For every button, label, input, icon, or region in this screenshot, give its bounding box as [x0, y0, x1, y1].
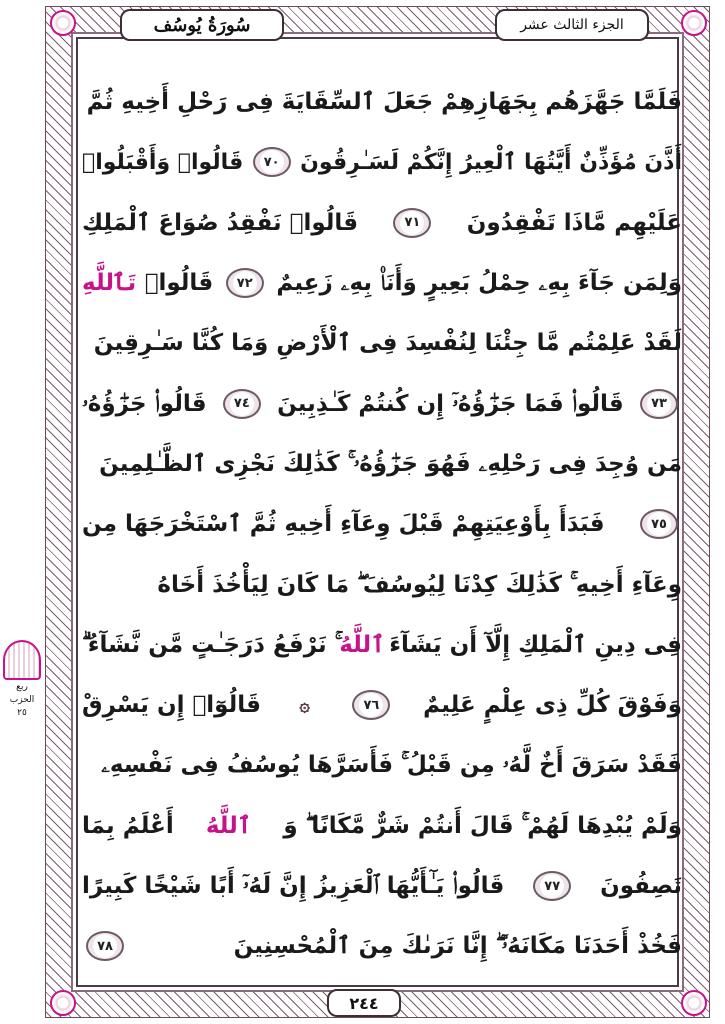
corner-ornament-top-left [50, 10, 76, 36]
hizb-label-quarter: ربع [16, 682, 28, 692]
ayah-number-marker: ٧٥ [640, 509, 678, 539]
verse-text: فَلَمَّا جَهَّزَهُم بِجَهَازِهِمْ جَعَلَ ٱلسِّقَايَةَ فِى رَحْلِ أَخِيهِ ثُمَّ [86, 89, 682, 116]
text-line [82, 554, 682, 614]
verse-text: فَبَدَأَ بِأَوْعِيَتِهِمْ قَبْلَ وِعَآءِ أَخِيهِ ثُمَّ ٱسْتَخْرَجَهَا مِن [82, 511, 605, 538]
hizb-marker [2, 640, 42, 736]
corner-ornament-bottom-left [50, 990, 76, 1016]
verse-text: مَن وُجِدَ فِى رَحْلِهِۦ فَهُوَ جَزَٰٓؤُهُۥ ۚ كَذَٰلِكَ نَجْزِى ٱلظَّـٰلِمِينَ [99, 450, 682, 477]
divine-name: ٱللَّهُ [339, 631, 385, 658]
text-line [82, 313, 682, 373]
text-line [82, 856, 682, 916]
text-line [82, 796, 682, 856]
text-line [82, 434, 682, 494]
page-number: ٢٤٤ [327, 989, 401, 1017]
corner-ornament-top-right [681, 10, 707, 36]
verse-text: قَالُوا۟ فَمَا جَزَٰٓؤُهُۥٓ إِن كُنتُمْ كَـٰذِبِينَ [277, 390, 624, 417]
verse-text: وَفَوْقَ كُلِّ ذِى عِلْمٍ عَلِيمٌ [423, 692, 682, 719]
text-line [82, 735, 682, 795]
text-line [82, 132, 682, 192]
verse-text: تَصِفُونَ [600, 873, 682, 899]
verse-text: قَالُوٓا۟ إِن يَسْرِقْ [82, 692, 261, 719]
ayah-number-marker: ٧٠ [253, 147, 291, 177]
text-line [82, 373, 682, 433]
text-line [82, 193, 682, 253]
verse-text: قَالُوا۟ نَفْقِدُ صُوَاعَ ٱلْمَلِكِ [82, 209, 359, 236]
verse-text: أَذَّنَ مُؤَذِّنٌ أَيَّتُهَا ٱلْعِيرُ إِنَّكُمْ لَسَـٰرِقُونَ [300, 149, 682, 175]
ayah-number-marker: ٧٦ [352, 690, 390, 720]
verse-text: قَالُوا۟ [144, 270, 214, 297]
verse-text: فَخُذْ أَحَدَنَا مَكَانَهُۥٓ ۖ إِنَّا نَرَىٰكَ مِنَ ٱلْمُحْسِنِينَ [233, 933, 682, 960]
verse-text: ۚ نَرْفَعُ دَرَجَـٰتٍ مَّن نَّشَآءُ ۗ [82, 631, 335, 658]
surah-title: سُورَةُ يُوسُف [120, 9, 284, 41]
ayah-number-marker: ٧٧ [533, 871, 571, 901]
text-line [82, 72, 682, 132]
text-line [82, 675, 682, 735]
ayah-number-marker: ٧٣ [640, 389, 678, 419]
quran-text [82, 72, 682, 962]
ayah-number-marker: ٧٨ [86, 931, 124, 961]
ayah-number-marker: ٧١ [393, 208, 431, 238]
text-line [82, 916, 682, 976]
verse-text: أَعْلَمُ بِمَا [82, 812, 174, 839]
hizb-dome-icon [3, 640, 41, 680]
text-line [82, 253, 682, 313]
rub-el-hizb-icon: ۞ [299, 694, 310, 716]
verse-text: لَقَدْ عَلِمْتُم مَّا جِئْنَا لِنُفْسِدَ فِى ٱلْأَرْضِ وَمَا كُنَّا سَـٰرِقِينَ [93, 330, 682, 357]
text-line [82, 615, 682, 675]
verse-text: وَلَمْ يُبْدِهَا لَهُمْ ۚ قَالَ أَنتُمْ شَرٌّ مَّكَانًا ۖ وَ [283, 812, 682, 839]
hizb-label-number: ٢٥ [17, 708, 27, 718]
hizb-label-hizb: الحزب [9, 695, 35, 705]
ayah-number-marker: ٧٤ [223, 389, 261, 419]
ayah-number-marker: ٧٢ [226, 268, 264, 298]
text-line [82, 494, 682, 554]
verse-text: قَالُوا۟ يَـٰٓأَيُّهَا ٱلْعَزِيزُ إِنَّ لَهُۥٓ أَبًا شَيْخًا كَبِيرًا [82, 873, 505, 899]
verse-text: فِى دِينِ ٱلْمَلِكِ إِلَّآ أَن يَشَآءَ [389, 631, 682, 658]
juz-title: الجزء الثالث عشر [495, 9, 649, 41]
verse-text: قَالُوا۟ جَزَٰٓؤُهُۥ [82, 390, 207, 417]
divine-name: ٱللَّهُ [205, 812, 252, 839]
corner-ornament-bottom-right [681, 990, 707, 1016]
verse-text: عَلَيْهِم مَّاذَا تَفْقِدُونَ [466, 209, 682, 236]
divine-name: تَٱللَّهِ [82, 270, 137, 297]
verse-text: وِعَآءِ أَخِيهِ ۚ كَذَٰلِكَ كِدْنَا لِيُوسُفَ ۖ مَا كَانَ لِيَأْخُذَ أَخَاهُ [157, 571, 682, 598]
verse-text: وَلِمَن جَآءَ بِهِۦ حِمْلُ بَعِيرٍ وَأَنَا۠ بِهِۦ زَعِيمٌ [276, 270, 682, 297]
verse-text: فَقَدْ سَرَقَ أَخٌ لَّهُۥ مِن قَبْلُ ۚ فَأَسَرَّهَا يُوسُفُ فِى نَفْسِهِۦ [101, 752, 682, 779]
verse-text: قَالُوا۟ وَأَقْبَلُوا۟ [82, 149, 244, 175]
